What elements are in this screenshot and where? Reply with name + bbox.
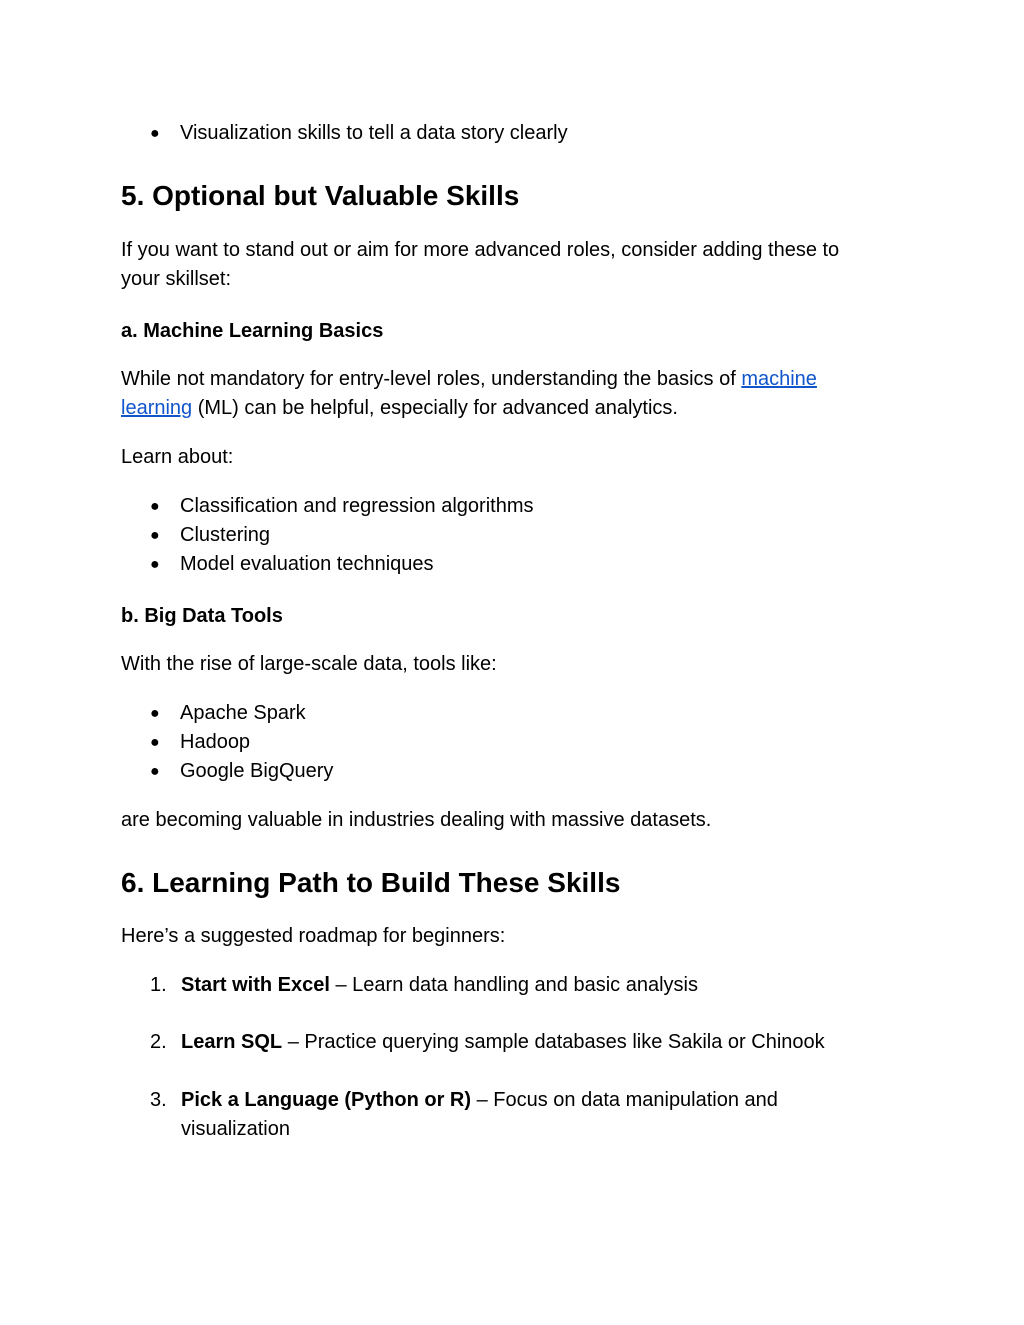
- paragraph-text: While not mandatory for entry-level roles, understanding the basics of: [121, 368, 742, 390]
- paragraph: Here’s a suggested roadmap for beginners:: [121, 925, 506, 947]
- list-item-text: Classification and regression algorithms: [180, 495, 534, 517]
- step-description: – Focus on data manipulation and visualization: [181, 1089, 778, 1140]
- list-item-text: Apache Spark: [180, 702, 306, 724]
- step-description: – Practice querying sample databases like Sakila or Chinook: [282, 1031, 825, 1053]
- step-title: Learn SQL: [181, 1031, 283, 1053]
- list-item-text: [181, 1086, 861, 1144]
- paragraph-line: [121, 365, 817, 394]
- list-item: [150, 699, 306, 728]
- paragraph-text: (ML) can be helpful, especially for advanced analytics.: [192, 397, 678, 419]
- bullet-icon: ●: [150, 125, 160, 142]
- list-item-text: Visualization skills to tell a data story clearly: [180, 122, 568, 144]
- paragraph-line: [121, 394, 817, 423]
- bullet-icon: ●: [150, 498, 160, 515]
- list-item: [150, 521, 270, 550]
- step-description: – Learn data handling and basic analysis: [329, 974, 698, 996]
- list-item: [150, 728, 250, 757]
- section-heading: 5. Optional but Valuable Skills: [121, 180, 520, 211]
- list-item-text: [181, 971, 881, 1000]
- list-number: 1.: [150, 974, 167, 996]
- paragraph-line: your skillset:: [121, 268, 232, 290]
- step-title: Pick a Language (Python or R): [181, 1089, 472, 1111]
- list-number: 2.: [150, 1031, 167, 1053]
- list-item: [150, 492, 534, 521]
- list-item-text: Google BigQuery: [180, 760, 334, 782]
- step-title: Start with Excel: [181, 974, 330, 996]
- list-item-text: Hadoop: [180, 731, 251, 753]
- subsection-heading: b. Big Data Tools: [121, 605, 283, 627]
- paragraph: [121, 365, 817, 423]
- list-item-text: Clustering: [180, 524, 271, 546]
- machine-learning-link[interactable]: machine: [741, 368, 817, 390]
- bullet-icon: ●: [150, 705, 160, 722]
- list-item-text: Model evaluation techniques: [180, 553, 434, 575]
- paragraph-line: If you want to stand out or aim for more advanced roles, consider adding these to: [121, 239, 840, 261]
- bullet-icon: ●: [150, 527, 160, 544]
- paragraph: Learn about:: [121, 446, 234, 468]
- list-item-text: [181, 1028, 881, 1057]
- paragraph: [121, 236, 839, 294]
- bullet-icon: ●: [150, 763, 160, 780]
- machine-learning-link[interactable]: learning: [121, 397, 193, 419]
- section-heading: 6. Learning Path to Build These Skills: [121, 867, 621, 898]
- bullet-icon: ●: [150, 734, 160, 751]
- list-item: [150, 757, 333, 786]
- subsection-heading: a. Machine Learning Basics: [121, 320, 384, 342]
- list-item: [150, 550, 434, 579]
- bullet-icon: ●: [150, 556, 160, 573]
- list-item: [150, 119, 568, 148]
- paragraph: are becoming valuable in industries dealing with massive datasets.: [121, 809, 712, 831]
- paragraph: With the rise of large-scale data, tools like:: [121, 653, 497, 675]
- list-number: 3.: [150, 1089, 167, 1111]
